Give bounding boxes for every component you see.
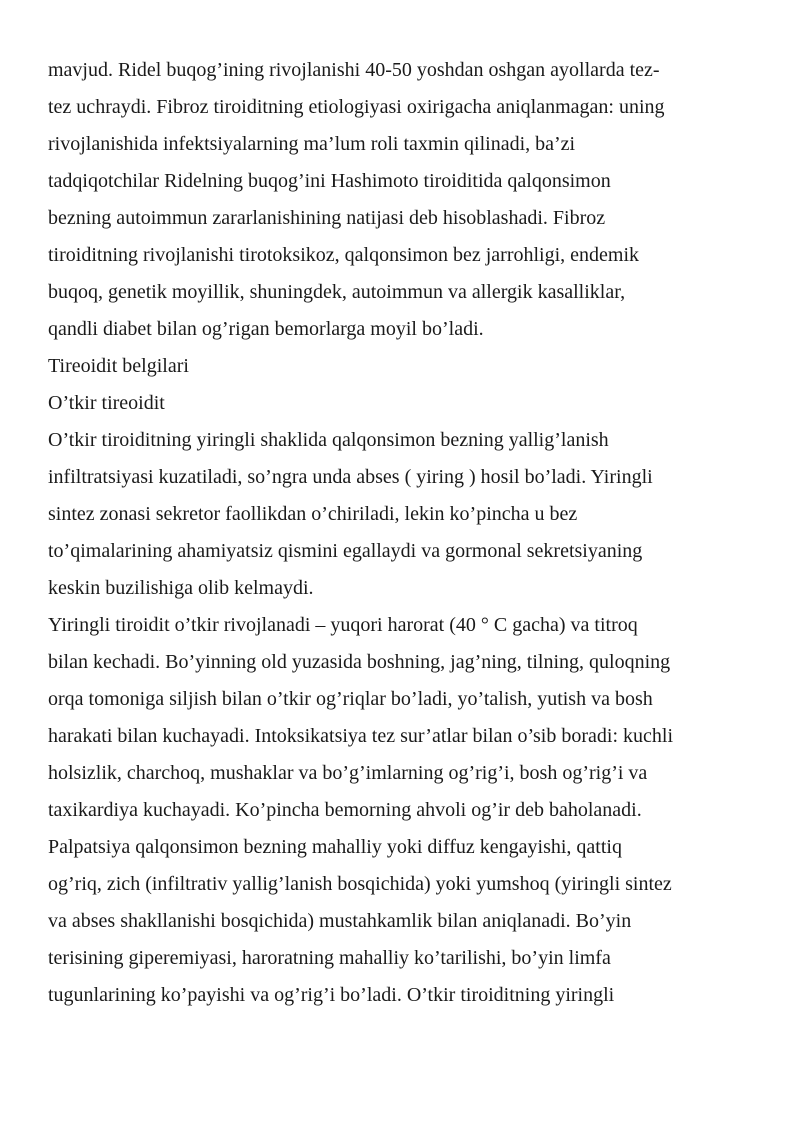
- text-line: tiroiditning rivojlanishi tirotoksikoz, qalqonsimon bez jarrohligi, endemik: [48, 244, 640, 266]
- text-line: Yiringli tiroidit o’tkir rivojlanadi – yuqori harorat (40 ° C gacha) va titroq: [48, 614, 638, 636]
- text-line: va abses shakllanishi bosqichida) mustahkamlik bilan aniqlanadi. Bo’yin: [48, 910, 632, 932]
- text-line: og’riq, zich (infiltrativ yallig’lanish bosqichida) yoki yumshoq (yiringli sintez: [48, 873, 672, 895]
- text-line: tadqiqotchilar Ridelning buqog’ini Hashimoto tiroiditida qalqonsimon: [48, 170, 611, 192]
- text-line: orqa tomoniga siljish bilan o’tkir og’riqlar bo’ladi, yo’talish, yutish va bosh: [48, 688, 653, 710]
- text-line: buqoq, genetik moyillik, shuningdek, autoimmun va allergik kasalliklar,: [48, 281, 626, 303]
- text-line: qandli diabet bilan og’rigan bemorlarga moyil bo’ladi.: [48, 318, 484, 340]
- text-line: infiltratsiyasi kuzatiladi, so’ngra unda abses ( yiring ) hosil bo’ladi. Yiringli: [48, 466, 653, 488]
- text-line: taxikardiya kuchayadi. Ko’pincha bemorning ahvoli og’ir deb baholanadi.: [48, 799, 642, 821]
- text-line: bezning autoimmun zararlanishining natijasi deb hisoblashadi. Fibroz: [48, 207, 606, 229]
- text-line: O’tkir tiroiditning yiringli shaklida qalqonsimon bezning yallig’lanish: [48, 429, 609, 451]
- text-line: Palpatsiya qalqonsimon bezning mahalliy yoki diffuz kengayishi, qattiq: [48, 836, 622, 858]
- text-line: harakati bilan kuchayadi. Intoksikatsiya tez sur’atlar bilan o’sib boradi: kuchli: [48, 725, 673, 747]
- text-line: sintez zonasi sekretor faollikdan o’chiriladi, lekin ko’pincha u bez: [48, 503, 578, 525]
- text-line: tez uchraydi. Fibroz tiroiditning etiologiyasi oxirigacha aniqlanmagan: uning: [48, 96, 665, 118]
- text-line: keskin buzilishiga olib kelmaydi.: [48, 577, 314, 599]
- text-line: bilan kechadi. Bo’yinning old yuzasida boshning, jag’ning, tilning, quloqning: [48, 651, 671, 673]
- text-line: mavjud. Ridel buqog’ining rivojlanishi 40-50 yoshdan oshgan ayollarda tez-: [48, 59, 660, 81]
- text-line: tugunlarining ko’payishi va og’rig’i bo’ladi. O’tkir tiroiditning yiringli: [48, 984, 615, 1006]
- text-line: to’qimalarining ahamiyatsiz qismini egallaydi va gormonal sekretsiyaning: [48, 540, 643, 562]
- body-text: [48, 52, 768, 1014]
- text-line: holsizlik, charchoq, mushaklar va bo’g’imlarning og’rig’i, bosh og’rig’i va: [48, 762, 648, 784]
- text-line: terisining giperemiyasi, haroratning mahalliy ko’tarilishi, bo’yin limfa: [48, 947, 611, 969]
- section-heading: Tireoidit belgilari: [48, 355, 189, 377]
- subsection-heading: O’tkir tireoidit: [48, 392, 165, 414]
- text-line: rivojlanishida infektsiyalarning ma’lum roli taxmin qilinadi, ba’zi: [48, 133, 576, 155]
